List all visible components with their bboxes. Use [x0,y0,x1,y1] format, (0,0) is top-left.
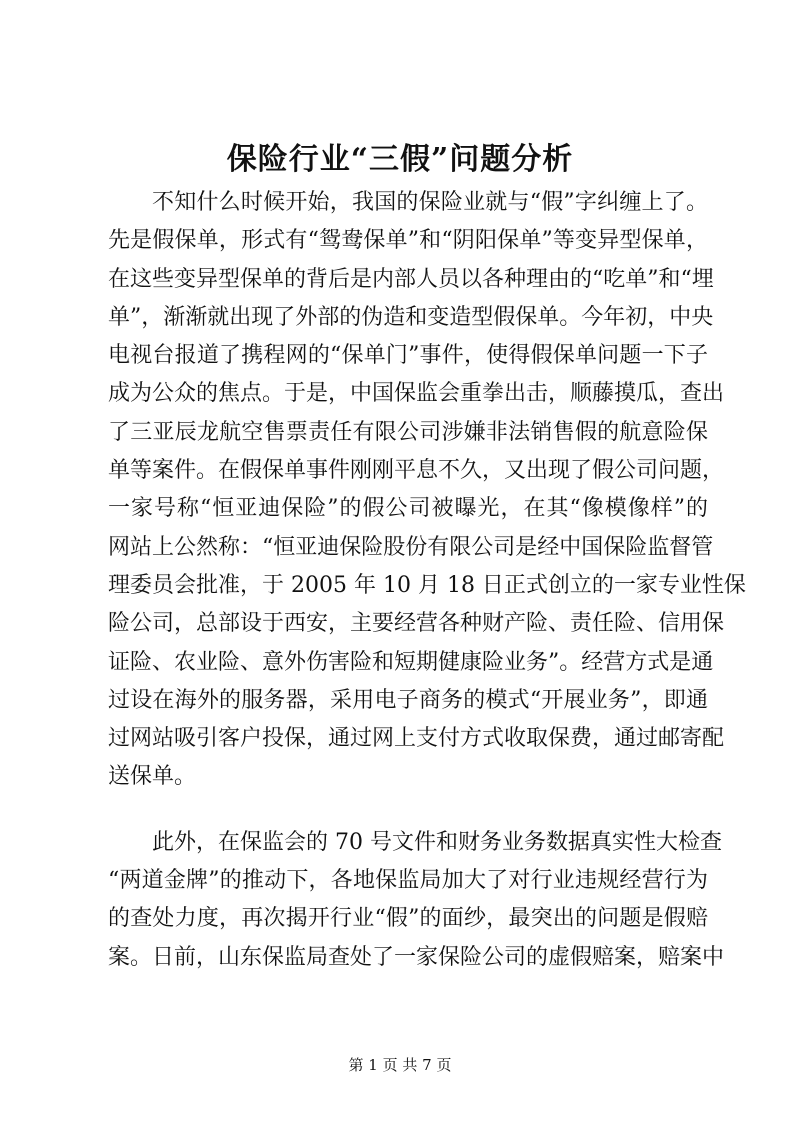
text-line: 过网站吸引客户投保，通过网上支付方式收取保费，通过邮寄配 [108,726,725,752]
text-line: 案。日前，山东保监局查处了一家保险公司的虚假赔案，赔案中 [108,944,725,970]
text-line: 在这些变异型保单的背后是内部人员以各种理由的“吃单”和“埋 [108,266,714,292]
paragraph-1 [108,184,746,797]
text-line: 网站上公然称：“恒亚迪保险股份有限公司是经中国保险监督管 [108,534,714,560]
text-line: 一家号称“恒亚迪保险”的假公司被曝光，在其“像模像样”的 [108,496,708,522]
text-line: 理委员会批准，于 2005 年 10 月 18 日正式创立的一家专业性保 [108,572,746,598]
text-line: 单”，渐渐就出现了外部的伪造和变造型假保单。今年初，中央 [108,304,714,330]
document-title: 保险行业“三假”问题分析 [226,142,574,177]
text-line: 的查处力度，再次揭开行业“假”的面纱，最突出的问题是假赔 [108,906,708,932]
text-line: 过设在海外的服务器，采用电子商务的模式“开展业务”，即通 [108,687,708,713]
text-line: 险公司，总部设于西安，主要经营各种财产险、责任险、信用保 [108,611,725,637]
text-line: 了三亚辰龙航空售票责任有限公司涉嫌非法销售假的航意险保 [108,419,708,445]
page-footer: 第 1 页 共 7 页 [348,1056,452,1074]
text-line: 证险、农业险、意外伤害险和短期健康险业务”。经营方式是通 [108,649,714,675]
text-line: 不知什么时候开始，我国的保险业就与“假”字纠缠上了。 [152,190,708,215]
paragraph-2 [108,824,725,977]
text-line: “两道金牌”的推动下，各地保监局加大了对行业违规经营行为 [108,868,708,894]
text-line: 先是假保单，形式有“鸳鸯保单”和“阴阳保单”等变异型保单， [108,228,708,254]
text-line: 单等案件。在假保单事件刚刚平息不久，又出现了假公司问题， [108,458,725,484]
paragraph-gap [108,797,708,824]
text-line: 此外，在保监会的 70 号文件和财务业务数据真实性大检查 [152,829,722,855]
text-line: 送保单。 [108,764,197,790]
text-line: 成为公众的焦点。于是，中国保监会重拳出击，顺藤摸瓜，查出 [108,381,725,407]
document-body [108,184,746,977]
text-line: 电视台报道了携程网的“保单门”事件，使得假保单问题一下子 [108,343,708,369]
